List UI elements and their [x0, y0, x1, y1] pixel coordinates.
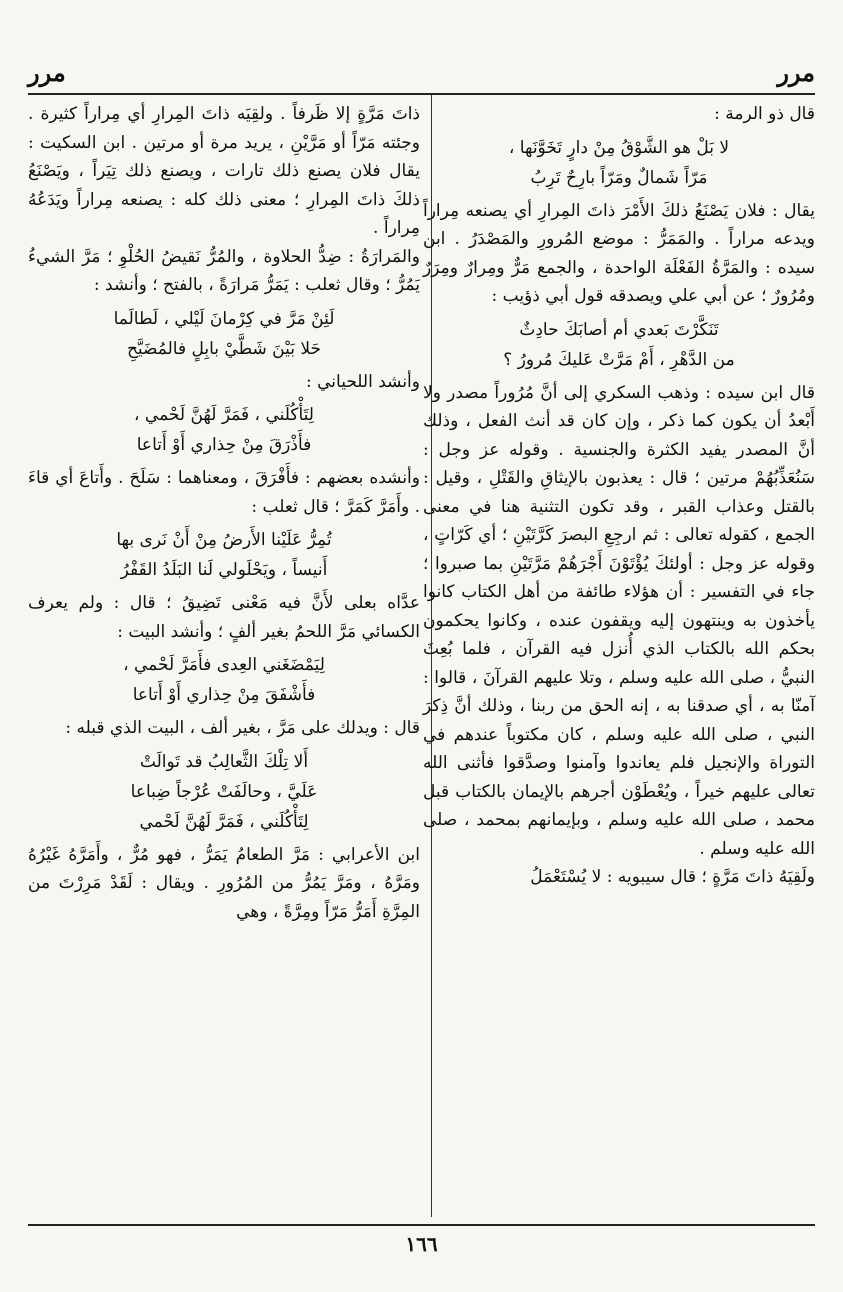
verse [28, 650, 420, 710]
footer-rule [28, 1224, 815, 1226]
page-header [28, 52, 815, 92]
right-column [423, 100, 815, 892]
verse-line: لَئِنْ مَرَّ في كِرْمانَ لَيْلي ، لَطالَما [113, 308, 335, 329]
paragraph: يقال : فلان يَصْنَعُ ذلكَ الأَمْرَ ذاتَ المِرارِ أي يصنعه مِراراً ويدعه مراراً . والمَمَرُّ : موضع المُرورِ والمَصْدَرُ . ابن سيده : والمَرَّةُ الفَعْلَة الواحدة ، والجمع مَرٌّ ومِرارٌ ومِرَرٌ ومُرُورٌ ؛ عن أبي علي ويصدقه قول أبي ذؤيب : [423, 200, 815, 306]
paragraph: قال ذو الرمة : [714, 104, 815, 124]
paragraph: قال ابن سيده : وذهب السكري إلى أنَّ مُرُوراً مصدر ولا أَبْعدُ أن يكون كما ذكر ، وإن كان قد أنث الفعل ، وذلك أنَّ المصدر يفيد الكثرة والجنسية . وقوله عز وجل : سَنُعَذِّبُهُمْ مرتين ؛ قال : يعذبون بالإيثاقِ والقَتْلِ ، وقيل : بالقتل وعذاب القبر ، وقد تكون التثنية هنا في معنى الجمع ، كقوله تعالى : ثم ارجِعِ البصرَ كَرَّتَيْنِ ؛ أي كَرّاتٍ ، وقوله عز وجل : أولئكَ يُؤْتَوْنَ أَجْرَهُمْ مَرَّتَيْنِ بما صبروا ؛ جاء في التفسير : أن هؤلاء طائفة من أهل الكتاب كانوا يأخذون به وينتهون إليه ويقفون عنده ، وكانوا يحكمون بحكم الله بالكتاب الذي أُنزل فيه القرآن ، فلما بُعِثَ النبيُّ ، صلى الله عليه وسلم ، وتلا عليهم القرآنَ ، قالوا : آمنّا به ، أي صدقنا به ، إنه الحق من ربنا ، وذلك أنَّ ذِكرَ النبي ، صلى الله عليه وسلم ، كان مكتوباً عندهم في التوراة والإنجيل فلم يعاندوا وآمنوا وصدَّقوا فأثنى الله تعالى عليهم خيراً ، ويُعْطَوْن أجرهم بالإيمان بالكتاب قبل محمد ، صلى الله عليه وسلم ، وبإيمانهم بمحمد ، صلى الله عليه وسلم . [423, 382, 815, 859]
paragraph: عدَّاه بعلى لأَنَّ فيه مَعْنى تَضِيقُ ؛ قال : ولم يعرف الكسائي مَرَّ اللحمُ بغير ألفٍ ؛ وأنشد البيت : [28, 593, 420, 642]
verse [423, 133, 815, 193]
verse-line: لِتَأْكُلَني ، فَمَرَّ لَهُنَّ لَحْمي ، [134, 405, 314, 425]
left-column [28, 100, 420, 926]
verse-line: لِيَمْضَغَني العِدى فأَمَرَّ لَحْمي ، [123, 655, 325, 675]
verse-line: من الدَّهْرِ ، أَمْ مَرَّتْ عَليكَ مُرورُ ؟ [503, 349, 735, 370]
verse [28, 400, 420, 460]
header-title-left: مرر [28, 57, 66, 87]
verse-line: تَنَكَّرْتَ بَعدي أم أصابَكَ حادِثٌ [519, 319, 719, 340]
paragraph: قال : ويدلك على مَرَّ ، بغير ألف ، البيت الذي قبله : [65, 718, 420, 738]
paragraph: والمَرارَةُ : ضِدُّ الحلاوة ، والمُرُّ نَقيضُ الحُلْوِ ؛ مَرَّ الشيءُ يَمُرُّ ؛ وقال ثعلب : يَمَرُّ مَرارَةً ، بالفتح ؛ وأنشد : [28, 246, 420, 295]
header-title-right: مرر [777, 57, 815, 87]
paragraph: وأنشد اللحياني : [305, 371, 420, 392]
verse [28, 525, 420, 585]
verse-line: لِتَأْكُلَني ، فَمَرَّ لَهُنَّ لَحْمي [139, 811, 309, 832]
header-rule [28, 93, 815, 95]
verse-line: تُمِرُّ عَلَيْنا الأَرضُ مِنْ أَنْ نَرى بها [116, 530, 332, 550]
paragraph: وأنشده بعضهم : فأَفْرَقَ ، ومعناهما : سَلَحَ . وأَتاعَ أي قاءَ . وأَمَرَّ كَمَرَّ ؛ قال ثعلب : [28, 468, 420, 517]
paragraph: ذاتَ مَرَّةٍ إلا ظَرفاً . ولقِيَه ذاتَ المِرارِ أي مِراراً كثيرة . وجئته مَرّاً أو مَرَّيْنِ ، يريد مرة أو مرتين . ابن السكيت : يقال فلان يصنع ذلك تارات ، ويصنع ذلك تِيَراً ، ويَصْنَعُ ذلكَ ذاتَ المِرارِ ؛ معنى ذلك كله : يصنعه مِراراً ويَدَعُهُ مِراراً . [28, 104, 420, 238]
paragraph: ابن الأعرابي : مَرَّ الطعامُ يَمَرُّ ، فهو مُرٌّ ، وأَمَرَّهُ غَيْرُهُ ومَرَّهُ ، ومَرَّ يَمُرُّ من المُرُورِ . ويقال : لَقَدْ مَرِرْتَ من المِرَّةِ أَمَرُّ مَرّاً ومِرَّةً ، وهي [28, 844, 420, 922]
verse-line: لا بَلْ هو الشَّوْقُ مِنْ دارٍ تَخَوَّنَها ، [508, 137, 730, 158]
verse-line: أَلا تِلْكَ الثَّعالِبُ قد تَوالَتْ [139, 751, 309, 772]
page-number: ١٦٦ [405, 1232, 438, 1256]
verse [28, 304, 420, 364]
verse-line: عَلَيَّ ، وحالَفَتْ عُرْجاً ضِباعا [130, 781, 318, 802]
verse-line: أَنيساً ، ويَحْلَولي لَنا البَلَدُ القَفْرُ [120, 560, 328, 580]
paragraph: ولَقِيَهُ ذاتَ مَرَّةٍ ؛ قال سيبويه : لا يُسْتَعْمَلُ [530, 867, 815, 887]
verse-line: حَلا بَيْنَ شَطَّيْ بابِلٍ فالمُضَيَّحِ [126, 338, 322, 359]
verse-line: مَرّاً شَمالٌ ومَرّاً بارِحٌ تَرِبُ [530, 167, 708, 188]
verse [28, 747, 420, 837]
verse-line: فأَشْفَقَ مِنْ حِذاري أَوْ أَتاعا [132, 685, 316, 705]
verse-line: فأَذْرَقَ مِنْ حِذاري أَوْ أَتاعا [136, 435, 312, 455]
verse [423, 315, 815, 375]
